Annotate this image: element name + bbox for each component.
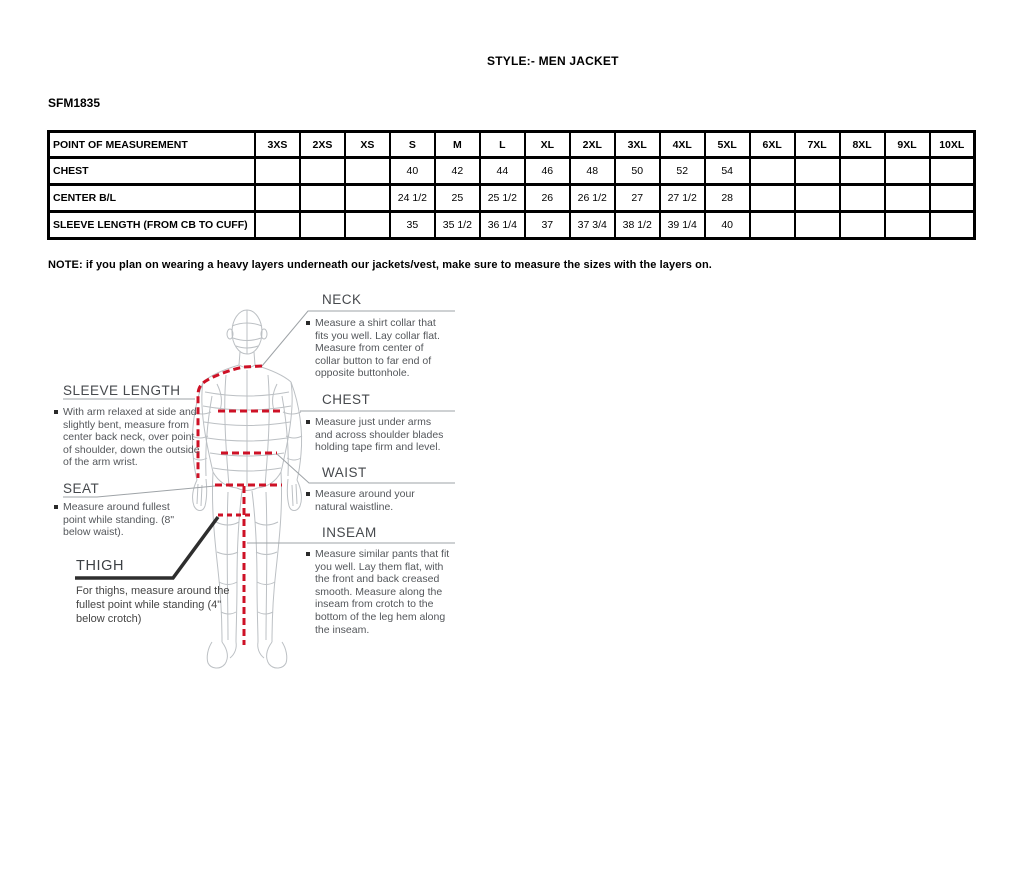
size-cell [750, 158, 795, 185]
size-cell [750, 212, 795, 239]
size-column-header: 8XL [840, 132, 885, 158]
size-cell [750, 185, 795, 212]
table-row [49, 158, 975, 185]
thigh-description: For thighs, measure around the fullest point while standing (4" below crotch) [76, 585, 230, 625]
waist-description: Measure around your natural waistline. [306, 488, 436, 513]
size-column-header: 4XL [660, 132, 705, 158]
neck-description: Measure a shirt collar that fits you well. Lay collar flat. Measure from center of collar button to far end of opposite buttonhole. [306, 317, 452, 380]
size-cell: 42 [435, 158, 480, 185]
size-column-header: 2XS [300, 132, 345, 158]
size-column-header: 3XS [255, 132, 300, 158]
size-table [47, 130, 976, 240]
size-cell [840, 185, 885, 212]
size-cell [255, 212, 300, 239]
size-cell: 26 1/2 [570, 185, 615, 212]
size-cell [345, 158, 390, 185]
size-cell: 35 [390, 212, 435, 239]
bullet-square-icon [306, 492, 310, 496]
size-cell [930, 185, 975, 212]
bullet-square-icon [54, 505, 58, 509]
size-column-header: XL [525, 132, 570, 158]
size-cell [300, 158, 345, 185]
size-cell: 54 [705, 158, 750, 185]
size-column-header: 2XL [570, 132, 615, 158]
size-cell: 35 1/2 [435, 212, 480, 239]
size-column-header: 6XL [750, 132, 795, 158]
size-cell [885, 185, 930, 212]
size-cell [840, 158, 885, 185]
size-cell: 46 [525, 158, 570, 185]
neck-label: NECK [322, 292, 362, 307]
size-cell [930, 212, 975, 239]
table-row [49, 185, 975, 212]
inseam-description: Measure similar pants that fit you well. Lay them flat, with the front and back creased smooth. Measure along the inseam from crotch to the bottom of the leg hem along the inseam. [306, 548, 454, 636]
size-cell: 38 1/2 [615, 212, 660, 239]
size-cell: 50 [615, 158, 660, 185]
size-cell: 27 1/2 [660, 185, 705, 212]
size-cell: 36 1/4 [480, 212, 525, 239]
bullet-square-icon [54, 410, 58, 414]
size-column-header: 7XL [795, 132, 840, 158]
row-label: CENTER B/L [49, 185, 256, 212]
size-column-header: S [390, 132, 435, 158]
size-cell: 40 [390, 158, 435, 185]
size-cell: 52 [660, 158, 705, 185]
size-cell: 48 [570, 158, 615, 185]
sleeve-measure-line [198, 366, 262, 478]
size-column-header: XS [345, 132, 390, 158]
sleeve-length-label: SLEEVE LENGTH [63, 383, 181, 398]
size-cell: 37 [525, 212, 570, 239]
size-cell: 28 [705, 185, 750, 212]
sleeve-length-description: With arm relaxed at side and slightly bent, measure from center back neck, over point of shoulder, down the outside of the arm wrist. [54, 406, 204, 469]
row-label: SLEEVE LENGTH (FROM CB TO CUFF) [49, 212, 256, 239]
size-cell: 44 [480, 158, 525, 185]
size-cell [300, 185, 345, 212]
size-column-header: 5XL [705, 132, 750, 158]
page-title: STYLE:- MEN JACKET [487, 54, 619, 68]
size-column-header: M [435, 132, 480, 158]
table-row [49, 212, 975, 239]
size-cell: 37 3/4 [570, 212, 615, 239]
seat-label: SEAT [63, 481, 100, 496]
size-cell [255, 185, 300, 212]
size-cell [255, 158, 300, 185]
style-code: SFM1835 [48, 96, 101, 110]
size-column-header: 3XL [615, 132, 660, 158]
size-cell [345, 185, 390, 212]
size-cell [840, 212, 885, 239]
size-cell [885, 158, 930, 185]
size-cell: 26 [525, 185, 570, 212]
size-cell: 24 1/2 [390, 185, 435, 212]
size-cell [345, 212, 390, 239]
chest-description: Measure just under arms and across shoulder blades holding tape firm and level. [306, 416, 452, 454]
inseam-label: INSEAM [322, 525, 377, 540]
size-cell [795, 212, 840, 239]
size-column-header: 10XL [930, 132, 975, 158]
table-header-row [49, 132, 975, 158]
thigh-label: THIGH [76, 558, 125, 574]
size-cell [795, 158, 840, 185]
bullet-square-icon [306, 321, 310, 325]
size-cell [795, 185, 840, 212]
waist-label: WAIST [322, 465, 367, 480]
size-cell: 25 [435, 185, 480, 212]
bullet-square-icon [306, 552, 310, 556]
size-cell [930, 158, 975, 185]
size-cell [300, 212, 345, 239]
chest-label: CHEST [322, 392, 371, 407]
size-cell: 27 [615, 185, 660, 212]
note-text: NOTE: if you plan on wearing a heavy layers underneath our jackets/vest, make sure to measure the sizes with the layers on. [48, 259, 712, 271]
size-cell: 25 1/2 [480, 185, 525, 212]
size-cell: 39 1/4 [660, 212, 705, 239]
size-column-header: 9XL [885, 132, 930, 158]
seat-description: Measure around fullest point while standing. (8" below waist). [54, 501, 182, 539]
pom-column-header: POINT OF MEASUREMENT [49, 132, 256, 158]
row-label: CHEST [49, 158, 256, 185]
size-column-header: L [480, 132, 525, 158]
size-cell: 40 [705, 212, 750, 239]
size-cell [885, 212, 930, 239]
bullet-square-icon [306, 420, 310, 424]
